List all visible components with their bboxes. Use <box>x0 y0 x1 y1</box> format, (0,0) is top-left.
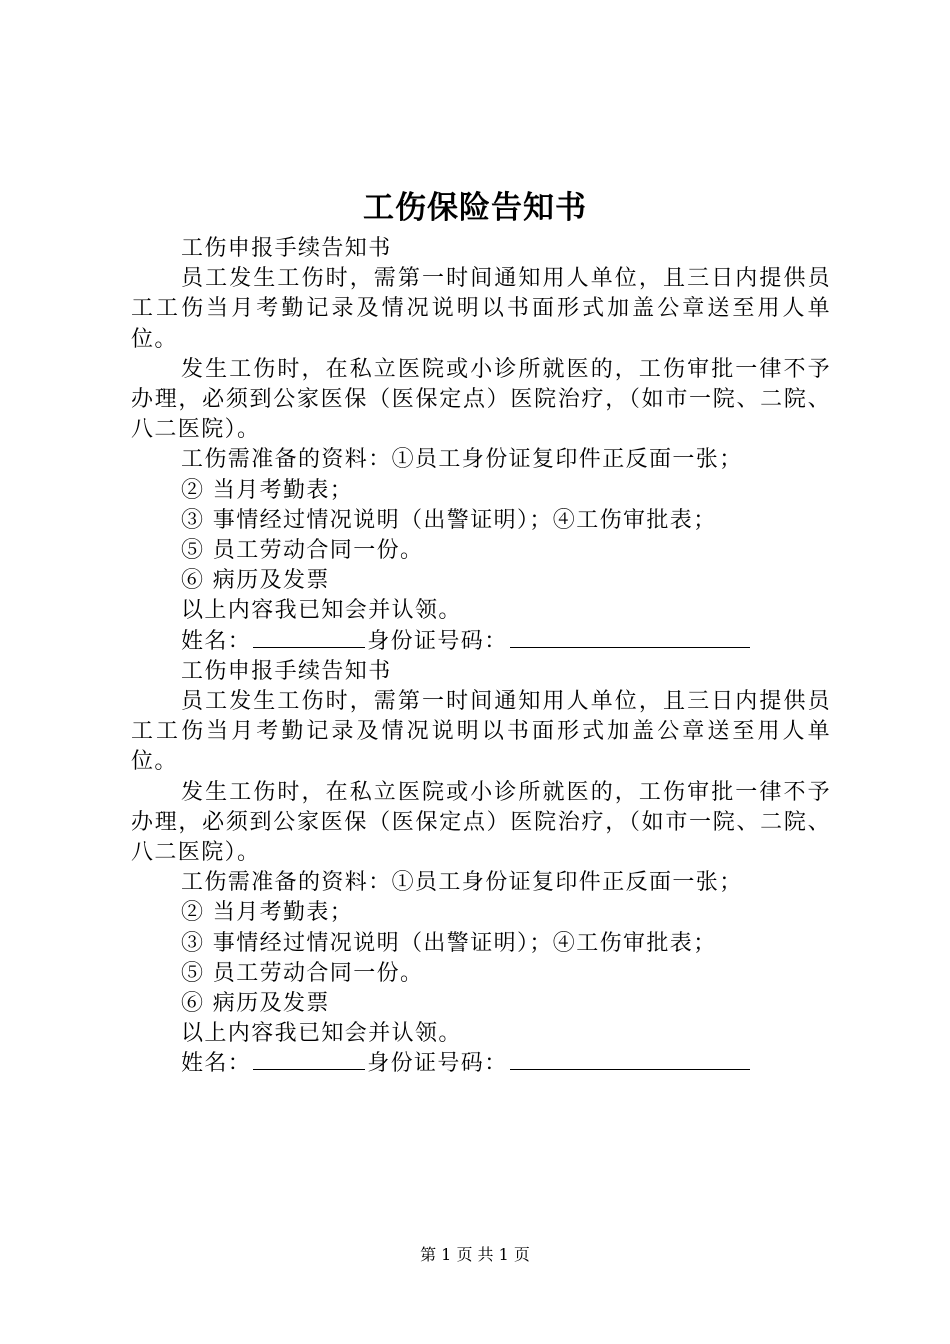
name-blank-field[interactable] <box>253 1049 365 1070</box>
name-label: 姓名： <box>181 628 252 654</box>
notice-section-2 <box>131 657 831 1080</box>
id-number-label: 身份证号码： <box>367 628 508 654</box>
section-heading: 工伤申报手续告知书 <box>181 658 392 684</box>
signature-line <box>131 1049 831 1079</box>
materials-item-6: ⑥ 病历及发票 <box>181 990 330 1016</box>
materials-item-5: ⑤ 员工劳动合同一份。 <box>181 537 424 563</box>
materials-item-2: ② 当月考勤表； <box>181 900 354 926</box>
id-number-label: 身份证号码： <box>367 1051 508 1077</box>
section-heading: 工伤申报手续告知书 <box>181 236 392 261</box>
document-title: 工伤保险告知书 <box>363 190 587 226</box>
materials-item-2: ② 当月考勤表； <box>181 477 354 503</box>
paragraph-hospital-rule: 发生工伤时，在私立医院或小诊所就医的，工伤审批一律不予办理，必须到公家医保（医保定点）医院治疗，（如市一院、二院、八二医院）。 <box>131 356 831 443</box>
signature-line <box>131 627 831 657</box>
acknowledgement: 以上内容我已知会并认领。 <box>181 1021 462 1047</box>
name-blank-field[interactable] <box>253 627 365 648</box>
materials-intro: 工伤需准备的资料：①员工身份证复印件正反面一张； <box>181 870 743 896</box>
id-number-blank-field[interactable] <box>510 627 750 648</box>
materials-intro: 工伤需准备的资料：①员工身份证复印件正反面一张； <box>181 447 743 473</box>
acknowledgement: 以上内容我已知会并认领。 <box>181 598 462 624</box>
materials-item-5: ⑤ 员工劳动合同一份。 <box>181 960 424 986</box>
paragraph-report-procedure: 员工发生工伤时，需第一时间通知用人单位，且三日内提供员工工伤当月考勤记录及情况说明以书面形式加盖公章送至用人单位。 <box>131 266 831 352</box>
materials-item-3: ③ 事情经过情况说明（出警证明）；④工伤审批表； <box>181 930 717 956</box>
paragraph-report-procedure: 员工发生工伤时，需第一时间通知用人单位，且三日内提供员工工伤当月考勤记录及情况说明以书面形式加盖公章送至用人单位。 <box>131 688 831 775</box>
name-label: 姓名： <box>181 1051 252 1077</box>
document-body <box>131 234 831 1079</box>
notice-section-1 <box>131 234 831 657</box>
page-footer: 第 1 页 共 1 页 <box>420 1245 530 1264</box>
materials-item-3: ③ 事情经过情况说明（出警证明）；④工伤审批表； <box>181 507 717 533</box>
materials-item-6: ⑥ 病历及发票 <box>181 568 330 594</box>
id-number-blank-field[interactable] <box>510 1049 750 1070</box>
paragraph-hospital-rule: 发生工伤时，在私立医院或小诊所就医的，工伤审批一律不予办理，必须到公家医保（医保定点）医院治疗，（如市一院、二院、八二医院）。 <box>131 779 831 865</box>
